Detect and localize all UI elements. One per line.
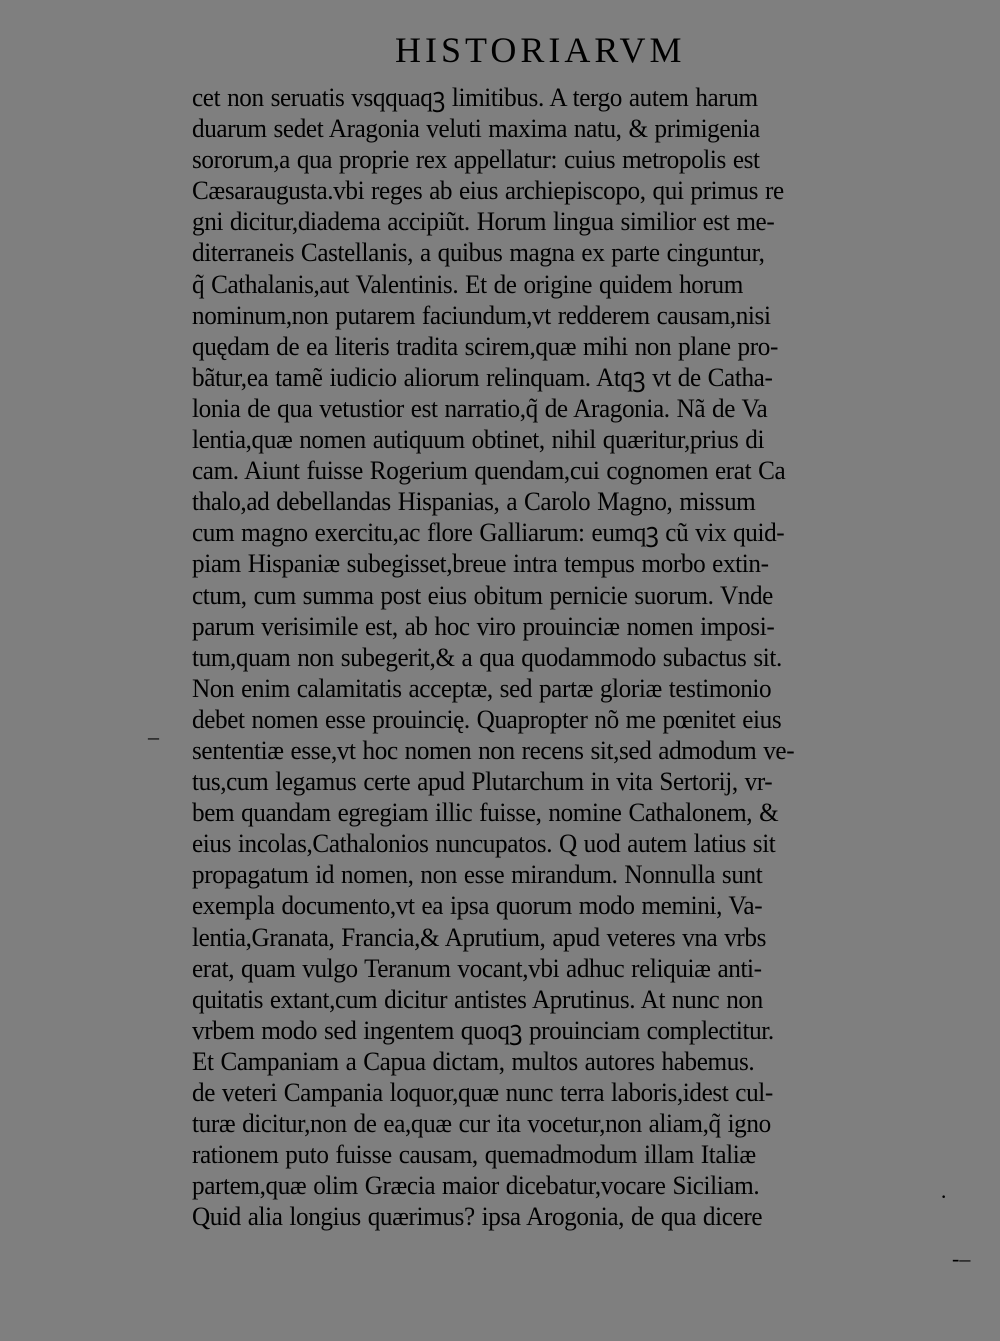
text-line: tus,cum legamus certe apud Plutarchum in vita Sertorij, vr- bbox=[192, 767, 773, 797]
text-line: lonia de qua vetustior est narratio,q̃ de Aragonia. Nã de Va bbox=[192, 393, 768, 423]
text-line: rationem puto fuisse causam, quemadmodum illam Italiæ bbox=[192, 1140, 756, 1170]
text-line: cam. Aiunt fuisse Rogerium quendam,cui cognomen erat Ca bbox=[192, 456, 786, 486]
text-line: bãtur,ea tamẽ iudicio aliorum relinquam. Atqꝫ vt de Catha- bbox=[192, 362, 773, 392]
text-line: lentia,Granata, Francia,& Aprutium, apud veteres vna vrbs bbox=[192, 922, 767, 952]
text-line: Et Campaniam a Capua dictam, multos autores habemus. bbox=[192, 1046, 755, 1076]
text-line: lentia,quæ nomen autiquum obtinet, nihil quæritur,prius di bbox=[192, 425, 765, 455]
text-line: partem,quæ olim Græcia maior dicebatur,vocare Siciliam. bbox=[192, 1171, 760, 1201]
text-line: cet non seruatis vsqquaqꝫ limitibus. A tergo autem harum bbox=[192, 83, 758, 112]
text-line: sententiæ esse,vt hoc nomen non recens sit,sed admodum ve- bbox=[192, 735, 795, 765]
text-line: gni dicitur,diadema accipiũt. Horum lingua similior est me- bbox=[192, 207, 775, 237]
text-line: de veteri Campania loquor,quæ nunc terra laboris,idest cul- bbox=[192, 1078, 773, 1107]
text-line: bem quandam egregiam illic fuisse, nomine Cathalonem, & bbox=[192, 798, 779, 828]
text-line: quędam de ea literis tradita scirem,quæ mihi non plane pro- bbox=[192, 331, 778, 361]
margin-dash-mark: -– bbox=[952, 1246, 971, 1271]
text-line: piam Hispaniæ subegisset,breue intra tempus morbo extin- bbox=[192, 549, 769, 579]
text-line: turæ dicitur,non de ea,quæ cur ita vocetur,non aliam,q̃ igno bbox=[192, 1109, 771, 1139]
text-line: thalo,ad debellandas Hispanias, a Carolo Magno, missum bbox=[192, 487, 756, 517]
text-line: quitatis extant,cum dicitur antistes Aprutinus. At nunc non bbox=[192, 984, 763, 1014]
text-line: nominum,non putarem faciundum,vt redderem causam,nisi bbox=[192, 300, 771, 330]
text-line: erat, quam vulgo Teranum vocant,vbi adhuc reliquiæ anti- bbox=[192, 953, 762, 983]
text-line: duarum sedet Aragonia veluti maxima natu, & primigenia bbox=[192, 114, 760, 144]
text-line: ctum, cum summa post eius obitum pernicie suorum. Vnde bbox=[192, 580, 773, 610]
text-line: vrbem modo sed ingentem quoqꝫ prouinciam complectitur. bbox=[192, 1015, 774, 1045]
text-line: propagatum id nomen, non esse mirandum. Nonnulla sunt bbox=[192, 860, 763, 890]
margin-speck-mark: · bbox=[940, 1184, 948, 1209]
body-text bbox=[192, 82, 927, 1232]
text-line: cum magno exercitu,ac flore Galliarum: eumqꝫ cũ vix quid- bbox=[192, 518, 785, 548]
text-line: q̃ Cathalanis,aut Valentinis. Et de origine quidem horum bbox=[192, 269, 743, 299]
text-line: sororum,a qua proprie rex appellatur: cuius metropolis est bbox=[192, 145, 760, 175]
text-line: debet nomen esse prouincię. Quapropter nõ me pœnitet eius bbox=[192, 704, 782, 734]
text-line: eius incolas,Cathalonios nuncupatos. Q uod autem latius sit bbox=[192, 829, 776, 859]
text-line: diterraneis Castellanis, a quibus magna ex parte cinguntur, bbox=[192, 238, 765, 268]
text-line: Cæsaraugusta.vbi reges ab eius archiepiscopo, qui primus re bbox=[192, 176, 784, 206]
text-line: Quid alia longius quærimus? ipsa Arogonia, de qua dicere bbox=[192, 1202, 763, 1232]
text-line: Non enim calamitatis acceptæ, sed partæ gloriæ testimonio bbox=[192, 673, 772, 703]
text-line: tum,quam non subegerit,& a qua quodammodo subactus sit. bbox=[192, 642, 782, 672]
running-head: HISTORIARVM bbox=[395, 30, 686, 70]
text-line: parum verisimile est, ab hoc viro prouinciæ nomen imposi- bbox=[192, 611, 775, 641]
margin-dash-mark: – bbox=[148, 724, 159, 749]
text-line: exempla documento,vt ea ipsa quorum modo memini, Va- bbox=[192, 891, 763, 921]
